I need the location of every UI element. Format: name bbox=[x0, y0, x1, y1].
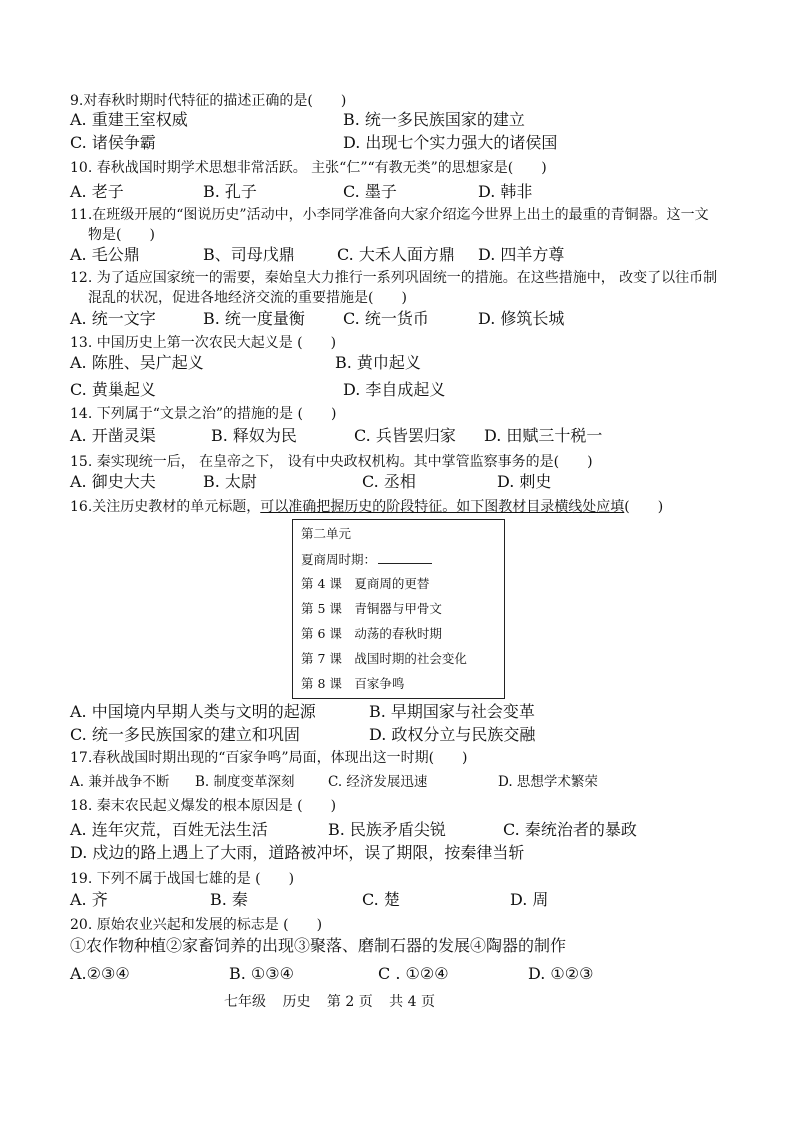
q11-stem: 11.在班级开展的“图说历史”活动中，小李同学准备向大家介绍迄今世界上出土的最重的青铜器。这一文 bbox=[70, 207, 709, 223]
q17-option-a: A. 兼并战争不断 bbox=[70, 774, 170, 790]
q20-stem: 20. 原始农业兴起和发展的标志是 ( ) bbox=[70, 917, 323, 933]
q14-option-c: C. 兵皆罢归家 bbox=[354, 426, 456, 445]
q13-stem: 13. 中国历史上第一次农民大起义是 ( ) bbox=[70, 335, 337, 351]
q16-option-a: A. 中国境内早期人类与文明的起源 bbox=[70, 702, 316, 721]
q15-option-c: C. 丞相 bbox=[362, 472, 416, 491]
q20-items: ①农作物种植②家畜饲养的出现③聚落、磨制石器的发展④陶器的制作 bbox=[70, 936, 567, 955]
q12-option-c: C. 统一货币 bbox=[343, 309, 429, 328]
q15-option-b: B. 太尉 bbox=[203, 472, 257, 491]
q12-stem-cont: 混乱的状况，促进各地经济交流的重要措施是( ) bbox=[88, 290, 407, 306]
q12-option-a: A. 统一文字 bbox=[70, 309, 156, 328]
q18-option-c: C. 秦统治者的暴政 bbox=[503, 820, 637, 839]
q20-option-c: C . ①②④ bbox=[378, 964, 449, 983]
q11-option-a: A. 毛公鼎 bbox=[70, 245, 140, 264]
footer-page: 第 2 页 bbox=[326, 994, 373, 1010]
q20-option-d: D. ①②③ bbox=[528, 964, 594, 983]
q20-option-b: B. ①③④ bbox=[229, 964, 294, 983]
toc-lesson: 第 4 课 夏商周的更替 bbox=[301, 576, 430, 591]
q16-stem-part3: ( ) bbox=[624, 499, 664, 515]
q13-option-b: B. 黄巾起义 bbox=[335, 353, 421, 372]
q9-option-c: C. 诸侯争霸 bbox=[70, 133, 156, 152]
q19-option-b: B. 秦 bbox=[210, 890, 248, 909]
q17-option-b: B. 制度变革深刻 bbox=[195, 774, 295, 790]
q18-option-d: D. 戍边的路上遇上了大雨，道路被冲坏，误了期限，按秦律当斩 bbox=[70, 843, 525, 862]
q16-option-d: D. 政权分立与民族交融 bbox=[369, 725, 536, 744]
q20-option-a: A.②③④ bbox=[70, 964, 130, 983]
q15-option-a: A. 御史大夫 bbox=[70, 472, 156, 491]
q9-option-b: B. 统一多民族国家的建立 bbox=[343, 110, 525, 129]
q14-option-a: A. 开凿灵渠 bbox=[70, 426, 156, 445]
toc-lesson: 第 8 课 百家争鸣 bbox=[301, 676, 405, 691]
q14-option-d: D. 田赋三十税一 bbox=[484, 426, 603, 445]
q17-option-d: D. 思想学术繁荣 bbox=[498, 774, 598, 790]
page-footer bbox=[224, 991, 447, 1011]
toc-period-label: 夏商周时期： bbox=[301, 552, 377, 567]
toc-lesson: 第 7 课 战国时期的社会变化 bbox=[301, 651, 467, 666]
toc-unit: 第二单元 bbox=[301, 526, 352, 541]
q16-stem-part2: 可以准确把握历史的阶段特征。如下图教材目录横线处应填 bbox=[260, 499, 625, 515]
q16-stem-part1: 16.关注历史教材的单元标题， bbox=[70, 499, 261, 515]
q10-option-b: B. 孔子 bbox=[203, 182, 257, 201]
q18-option-b: B. 民族矛盾尖锐 bbox=[328, 820, 446, 839]
q14-option-b: B. 释奴为民 bbox=[211, 426, 297, 445]
q16-option-b: B. 早期国家与社会变革 bbox=[369, 702, 535, 721]
q13-option-c: C. 黄巢起义 bbox=[70, 380, 156, 399]
q17-stem: 17.春秋战国时期出现的“百家争鸣”局面，体现出这一时期( ) bbox=[70, 750, 468, 766]
q18-option-a: A. 连年灾荒，百姓无法生活 bbox=[70, 820, 268, 839]
toc-period bbox=[301, 553, 432, 567]
toc-lesson: 第 5 课 青铜器与甲骨文 bbox=[301, 601, 442, 616]
q15-option-d: D. 刺史 bbox=[497, 472, 552, 491]
q9-option-a: A. 重建王室权威 bbox=[70, 110, 188, 129]
textbook-toc-box bbox=[292, 519, 505, 699]
q10-stem: 10. 春秋战国时期学术思想非常活跃。 主张“仁”“有教无类”的思想家是( ) bbox=[70, 160, 547, 176]
q10-option-a: A. 老子 bbox=[70, 182, 124, 201]
q12-stem: 12. 为了适应国家统一的需要，秦始皇大力推行一系列巩固统一的措施。在这些措施中， 改变了以往币制 bbox=[70, 270, 718, 286]
q19-stem: 19. 下列不属于战国七雄的是 ( ) bbox=[70, 871, 295, 887]
q13-option-a: A. 陈胜、吴广起义 bbox=[70, 353, 204, 372]
toc-lesson: 第 6 课 动荡的春秋时期 bbox=[301, 626, 442, 641]
q11-option-d: D. 四羊方尊 bbox=[478, 245, 565, 264]
toc-blank-line bbox=[378, 553, 432, 564]
q16-option-c: C. 统一多民族国家的建立和巩固 bbox=[70, 725, 300, 744]
footer-grade: 七年级 bbox=[224, 994, 266, 1010]
q16-stem bbox=[70, 500, 663, 514]
q9-stem: 9.对春秋时期时代特征的描述正确的是( ) bbox=[70, 93, 347, 109]
q17-option-c: C. 经济发展迅速 bbox=[328, 774, 428, 790]
q19-option-a: A. 齐 bbox=[70, 890, 108, 909]
q19-option-d: D. 周 bbox=[510, 890, 549, 909]
q18-stem: 18. 秦末农民起义爆发的根本原因是 ( ) bbox=[70, 798, 337, 814]
q12-option-b: B. 统一度量衡 bbox=[203, 309, 305, 328]
q14-stem: 14. 下列属于“文景之治”的措施的是 ( ) bbox=[70, 406, 337, 422]
q10-option-c: C. 墨子 bbox=[343, 182, 397, 201]
q9-option-d: D. 出现七个实力强大的诸侯国 bbox=[343, 133, 558, 152]
footer-subject: 历史 bbox=[282, 994, 311, 1010]
q11-stem-cont: 物是( ) bbox=[88, 227, 155, 243]
q13-option-d: D. 李自成起义 bbox=[343, 380, 446, 399]
q12-option-d: D. 修筑长城 bbox=[478, 309, 565, 328]
q15-stem: 15. 秦实现统一后， 在皇帝之下， 设有中央政权机构。其中掌管监察事务的是( ) bbox=[70, 454, 593, 470]
q19-option-c: C. 楚 bbox=[362, 890, 400, 909]
q10-option-d: D. 韩非 bbox=[478, 182, 533, 201]
q11-option-b: B、司母戊鼎 bbox=[203, 245, 295, 264]
footer-total: 共 4 页 bbox=[389, 994, 435, 1010]
q11-option-c: C. 大禾人面方鼎 bbox=[337, 245, 455, 264]
